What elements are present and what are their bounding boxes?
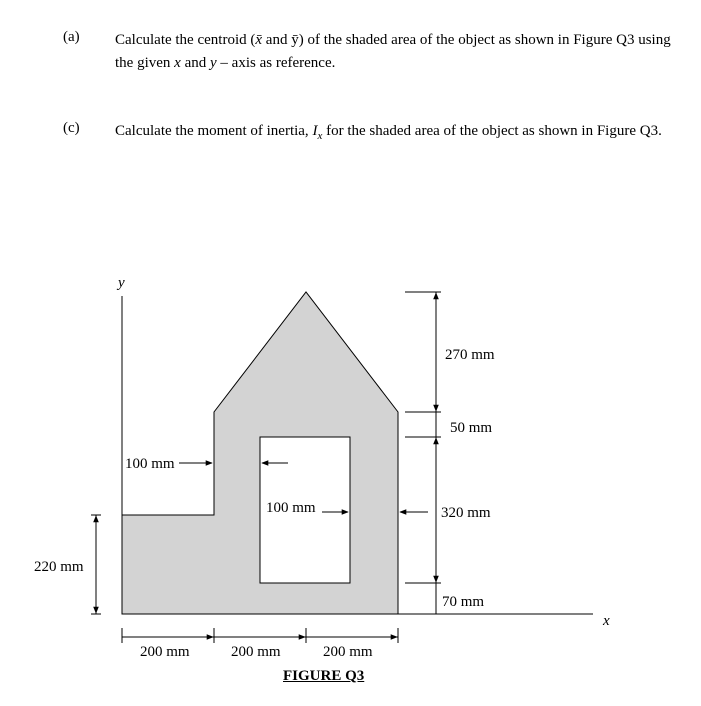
dim-roof-height: 270 mm (445, 347, 495, 363)
left-dimension-line (91, 515, 101, 614)
dim-base-2: 200 mm (231, 644, 281, 660)
dim-hole-width: 100 mm (266, 500, 316, 516)
question-c-text: Calculate the moment of inertia, $I_x$ for the shaded area of the object as shown in Figure Q3. (115, 123, 662, 142)
dim-base-1: 200 mm (140, 644, 190, 660)
x-axis-label: x (603, 613, 610, 629)
right-dimension-line (405, 292, 441, 614)
question-a-text: Calculate the centroid (x̄ and ȳ) of the shaded area of the object as shown in Figure Q3 using the given x and y – axis as reference. (115, 32, 671, 71)
dim-bottom-height: 70 mm (442, 594, 485, 610)
y-axis-label: y (118, 275, 125, 291)
dim-left-height: 220 mm (34, 559, 84, 575)
question-c-label: (c) (63, 120, 80, 136)
dim-base-3: 200 mm (323, 644, 373, 660)
figure-caption: FIGURE Q3 (283, 668, 365, 684)
bottom-dimension-line (122, 628, 398, 643)
dim-middle-height: 320 mm (441, 505, 491, 521)
dim-step-height: 50 mm (450, 420, 493, 436)
dim-left-offset: 100 mm (125, 456, 175, 472)
question-a-label: (a) (63, 29, 80, 45)
